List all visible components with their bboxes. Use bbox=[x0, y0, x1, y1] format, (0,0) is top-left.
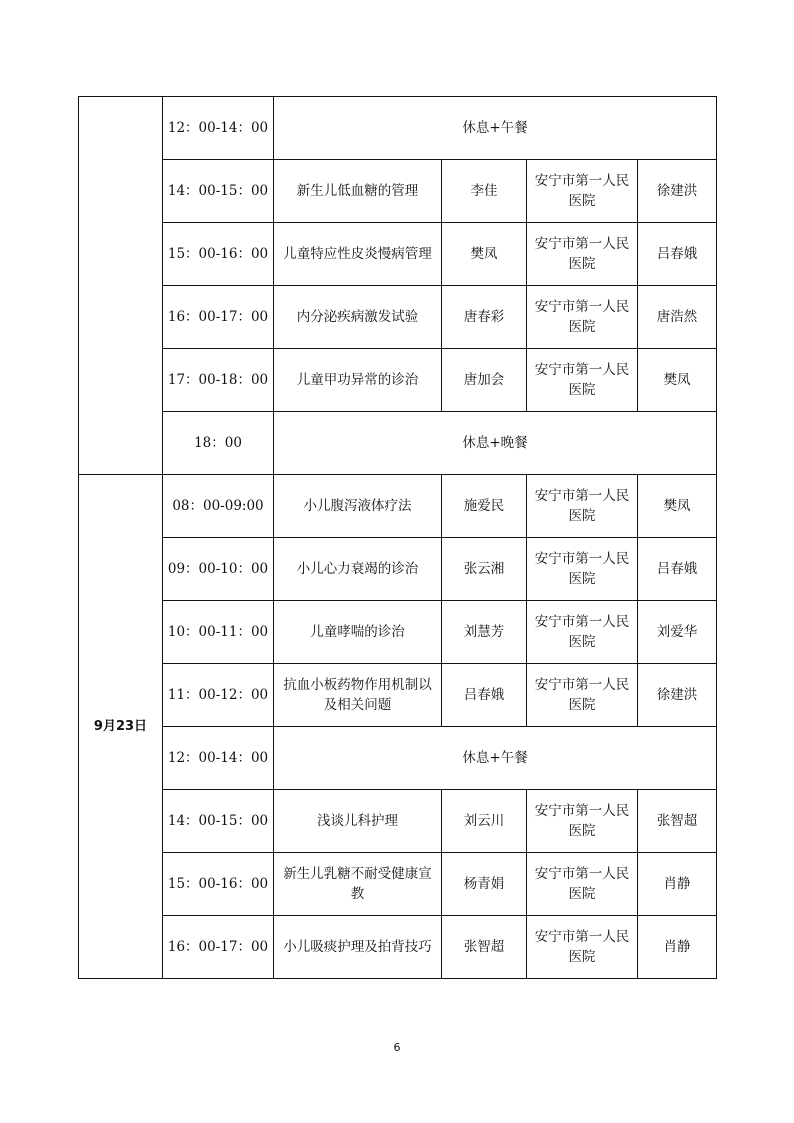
institution-cell: 安宁市第一人民医院 bbox=[527, 160, 638, 223]
host-cell: 徐建洪 bbox=[638, 160, 717, 223]
table-row bbox=[79, 97, 717, 160]
topic-cell: 儿童哮喘的诊治 bbox=[274, 601, 442, 664]
date-cell-empty bbox=[79, 97, 163, 475]
host-cell: 刘爱华 bbox=[638, 601, 717, 664]
institution-cell: 安宁市第一人民医院 bbox=[527, 853, 638, 916]
host-cell: 樊凤 bbox=[638, 475, 717, 538]
topic-cell: 小儿吸痰护理及拍背技巧 bbox=[274, 916, 442, 979]
speaker-cell: 杨青娟 bbox=[442, 853, 527, 916]
speaker-cell: 施爱民 bbox=[442, 475, 527, 538]
institution-cell: 安宁市第一人民医院 bbox=[527, 349, 638, 412]
host-cell: 吕春娥 bbox=[638, 538, 717, 601]
time-cell: 16：00-17：00 bbox=[163, 286, 274, 349]
host-cell: 徐建洪 bbox=[638, 664, 717, 727]
break-cell: 休息+午餐 bbox=[274, 727, 717, 790]
speaker-cell: 张智超 bbox=[442, 916, 527, 979]
time-cell: 08：00-09:00 bbox=[163, 475, 274, 538]
host-cell: 唐浩然 bbox=[638, 286, 717, 349]
host-cell: 吕春娥 bbox=[638, 223, 717, 286]
topic-cell: 儿童甲功异常的诊治 bbox=[274, 349, 442, 412]
host-cell: 张智超 bbox=[638, 790, 717, 853]
time-cell: 15：00-16：00 bbox=[163, 853, 274, 916]
topic-cell: 内分泌疾病激发试验 bbox=[274, 286, 442, 349]
speaker-cell: 李佳 bbox=[442, 160, 527, 223]
break-cell: 休息+晚餐 bbox=[274, 412, 717, 475]
page-number: 6 bbox=[393, 1041, 401, 1054]
table-row bbox=[79, 538, 717, 601]
table-row bbox=[79, 223, 717, 286]
topic-cell: 小儿心力衰竭的诊治 bbox=[274, 538, 442, 601]
table-row bbox=[79, 286, 717, 349]
break-cell: 休息+午餐 bbox=[274, 97, 717, 160]
institution-cell: 安宁市第一人民医院 bbox=[527, 790, 638, 853]
table-row bbox=[79, 475, 717, 538]
topic-cell: 新生儿低血糖的管理 bbox=[274, 160, 442, 223]
time-cell: 12：00-14：00 bbox=[163, 97, 274, 160]
table-row bbox=[79, 916, 717, 979]
table-row bbox=[79, 412, 717, 475]
table-row bbox=[79, 601, 717, 664]
institution-cell: 安宁市第一人民医院 bbox=[527, 223, 638, 286]
time-cell: 16：00-17：00 bbox=[163, 916, 274, 979]
host-cell: 肖静 bbox=[638, 853, 717, 916]
table-row bbox=[79, 160, 717, 223]
speaker-cell: 唐春彩 bbox=[442, 286, 527, 349]
speaker-cell: 樊凤 bbox=[442, 223, 527, 286]
institution-cell: 安宁市第一人民医院 bbox=[527, 286, 638, 349]
date-cell: 9月23日 bbox=[79, 475, 163, 979]
time-cell: 17：00-18：00 bbox=[163, 349, 274, 412]
table-row bbox=[79, 664, 717, 727]
time-cell: 09：00-10：00 bbox=[163, 538, 274, 601]
speaker-cell: 刘慧芳 bbox=[442, 601, 527, 664]
host-cell: 肖静 bbox=[638, 916, 717, 979]
institution-cell: 安宁市第一人民医院 bbox=[527, 538, 638, 601]
time-cell: 10：00-11：00 bbox=[163, 601, 274, 664]
institution-cell: 安宁市第一人民医院 bbox=[527, 601, 638, 664]
time-cell: 14：00-15：00 bbox=[163, 160, 274, 223]
table-row bbox=[79, 349, 717, 412]
institution-cell: 安宁市第一人民医院 bbox=[527, 475, 638, 538]
table-row bbox=[79, 790, 717, 853]
topic-cell: 小儿腹泻液体疗法 bbox=[274, 475, 442, 538]
speaker-cell: 刘云川 bbox=[442, 790, 527, 853]
topic-cell: 抗血小板药物作用机制以及相关问题 bbox=[274, 664, 442, 727]
topic-cell: 浅谈儿科护理 bbox=[274, 790, 442, 853]
table-row bbox=[79, 853, 717, 916]
time-cell: 12：00-14：00 bbox=[163, 727, 274, 790]
table-row bbox=[79, 727, 717, 790]
time-cell: 14：00-15：00 bbox=[163, 790, 274, 853]
topic-cell: 新生儿乳糖不耐受健康宣教 bbox=[274, 853, 442, 916]
topic-cell: 儿童特应性皮炎慢病管理 bbox=[274, 223, 442, 286]
time-cell: 18：00 bbox=[163, 412, 274, 475]
speaker-cell: 吕春娥 bbox=[442, 664, 527, 727]
schedule-table bbox=[78, 96, 717, 979]
time-cell: 11：00-12：00 bbox=[163, 664, 274, 727]
host-cell: 樊凤 bbox=[638, 349, 717, 412]
speaker-cell: 张云湘 bbox=[442, 538, 527, 601]
time-cell: 15：00-16：00 bbox=[163, 223, 274, 286]
institution-cell: 安宁市第一人民医院 bbox=[527, 916, 638, 979]
institution-cell: 安宁市第一人民医院 bbox=[527, 664, 638, 727]
speaker-cell: 唐加会 bbox=[442, 349, 527, 412]
